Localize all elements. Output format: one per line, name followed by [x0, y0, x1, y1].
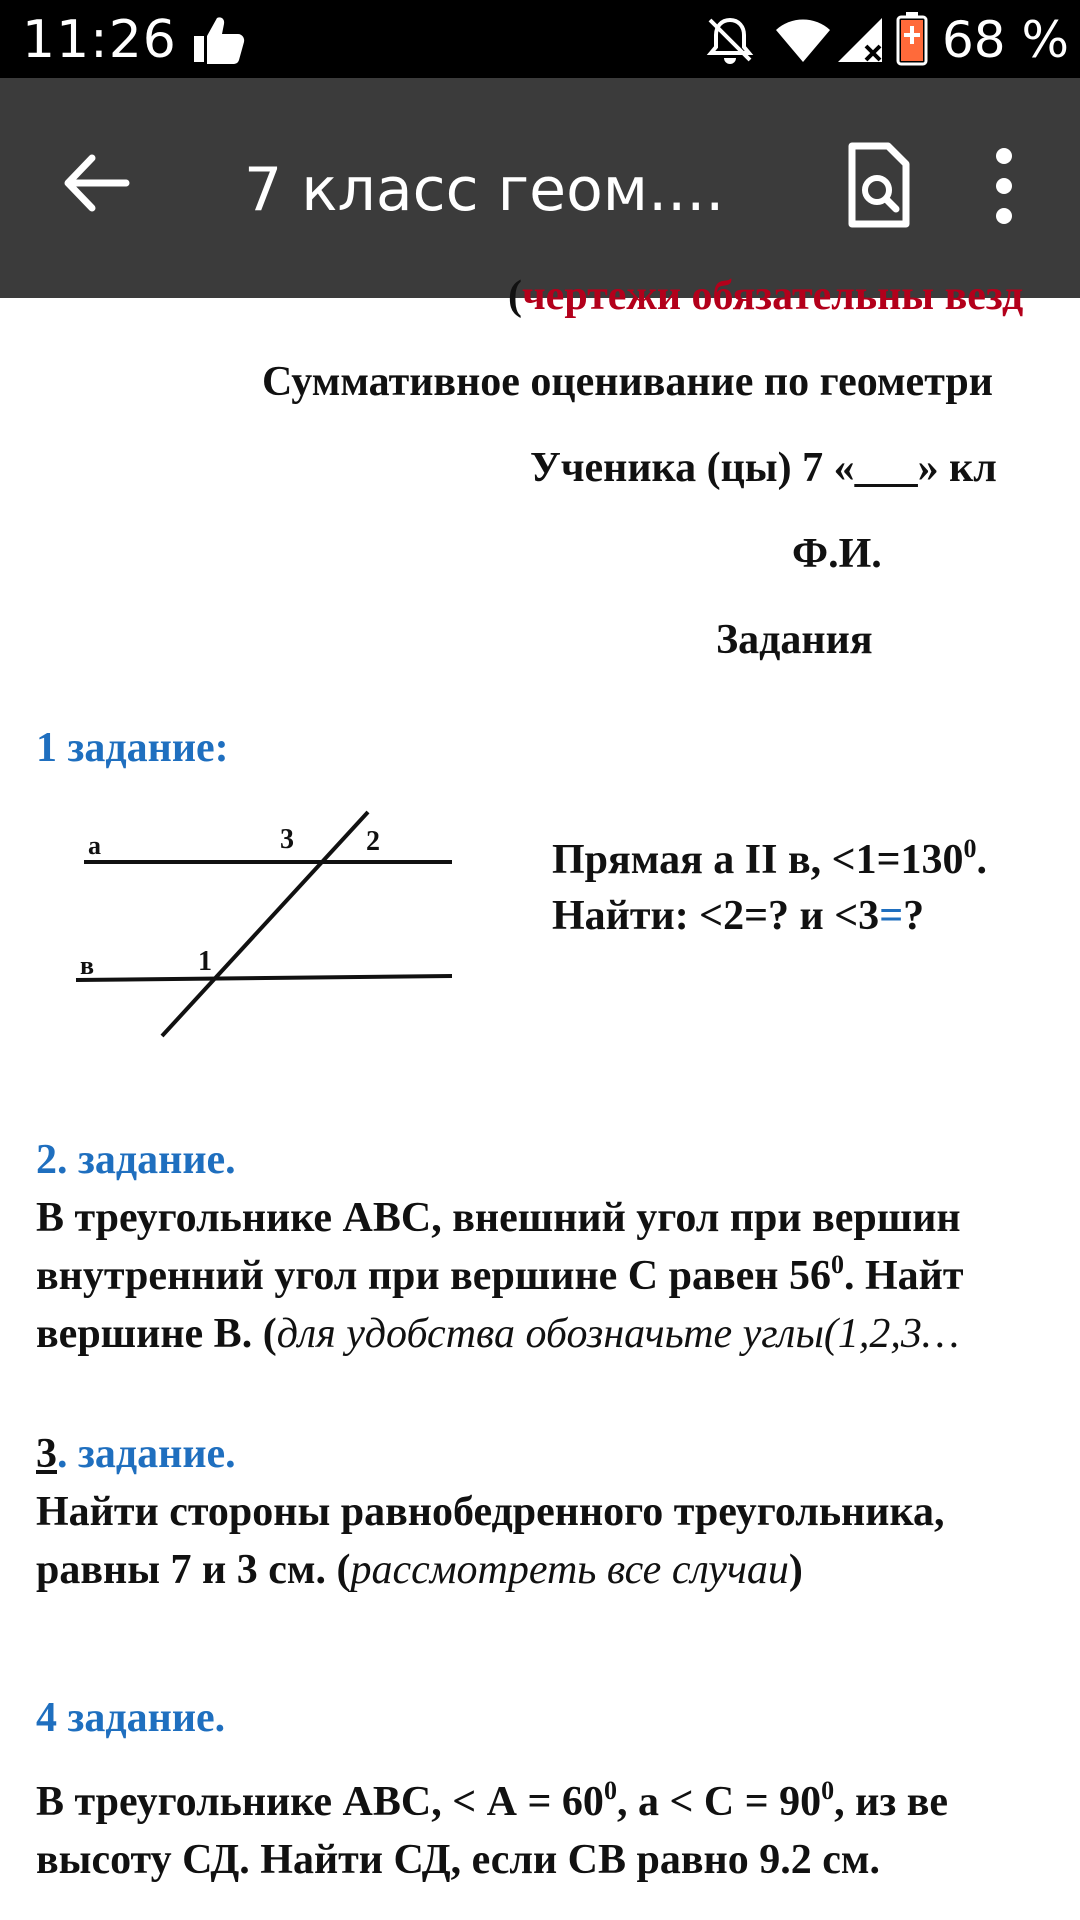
document-title: 7 класс геом.... — [244, 155, 725, 225]
find-in-document-icon[interactable] — [830, 138, 926, 234]
task4-line1: В треугольнике АВС, < $А = 60^0$, $а < С = 90^0$, из ве — [36, 1776, 949, 1825]
task2-line3: вершине В. (для удобства обозначьте углы(1,2,3… — [36, 1311, 960, 1357]
more-vert-icon[interactable] — [980, 144, 1028, 228]
task3-line1: Найти стороны равнобедренного треугольника, — [36, 1489, 945, 1535]
do-not-disturb-bell-icon — [704, 14, 756, 66]
parallel-lines-diagram — [70, 804, 460, 1044]
status-time: 11:26 — [22, 10, 177, 70]
student-line: Ученика (цы) 7 «___» кл — [530, 445, 997, 491]
label-b: в — [80, 951, 95, 980]
partial-heading: (чертежи обязательны везд — [508, 273, 1024, 319]
document-page[interactable] — [0, 273, 1080, 1920]
label-angle-3: 3 — [280, 824, 294, 855]
label-angle-1: 1 — [198, 946, 212, 977]
line-b — [76, 976, 452, 980]
task1-heading: 1 задание: — [36, 725, 229, 771]
task2-line2: внутренний угол при вершине С равен $56^0$. Найт — [36, 1250, 964, 1299]
task4-line2: высоту СД. Найти СД, если СВ равно 9.2 см. — [36, 1837, 880, 1883]
wifi-icon — [774, 18, 832, 64]
status-bar — [0, 0, 1080, 78]
document-heading: Суммативное оценивание по геометри — [262, 359, 993, 405]
task2-line1: В треугольнике АВС, внешний угол при вершин — [36, 1195, 961, 1241]
app-bar — [0, 78, 1080, 298]
battery-charging-icon — [896, 12, 928, 66]
label-a: а — [88, 831, 101, 860]
task2-heading: 2. задание. — [36, 1137, 236, 1183]
signal-icon — [836, 16, 884, 64]
task3-line2: равны 7 и 3 см. (рассмотреть все случаи) — [36, 1547, 803, 1593]
back-arrow-icon[interactable] — [58, 146, 132, 220]
task1-line1: Прямая а II в, $<1=130^0$. — [552, 834, 988, 883]
transversal-line — [162, 812, 368, 1036]
tasks-heading: Задания — [716, 617, 873, 663]
battery-percentage: 68 % — [942, 11, 1070, 69]
label-angle-2: 2 — [366, 826, 380, 857]
thumbs-up-icon — [190, 14, 246, 66]
task3-heading: 3. задание. — [36, 1431, 236, 1477]
fio-label: Ф.И. — [792, 531, 882, 577]
task1-line2: Найти: <2=? и <3=? — [552, 893, 925, 939]
task4-heading: 4 задание. — [36, 1695, 226, 1741]
